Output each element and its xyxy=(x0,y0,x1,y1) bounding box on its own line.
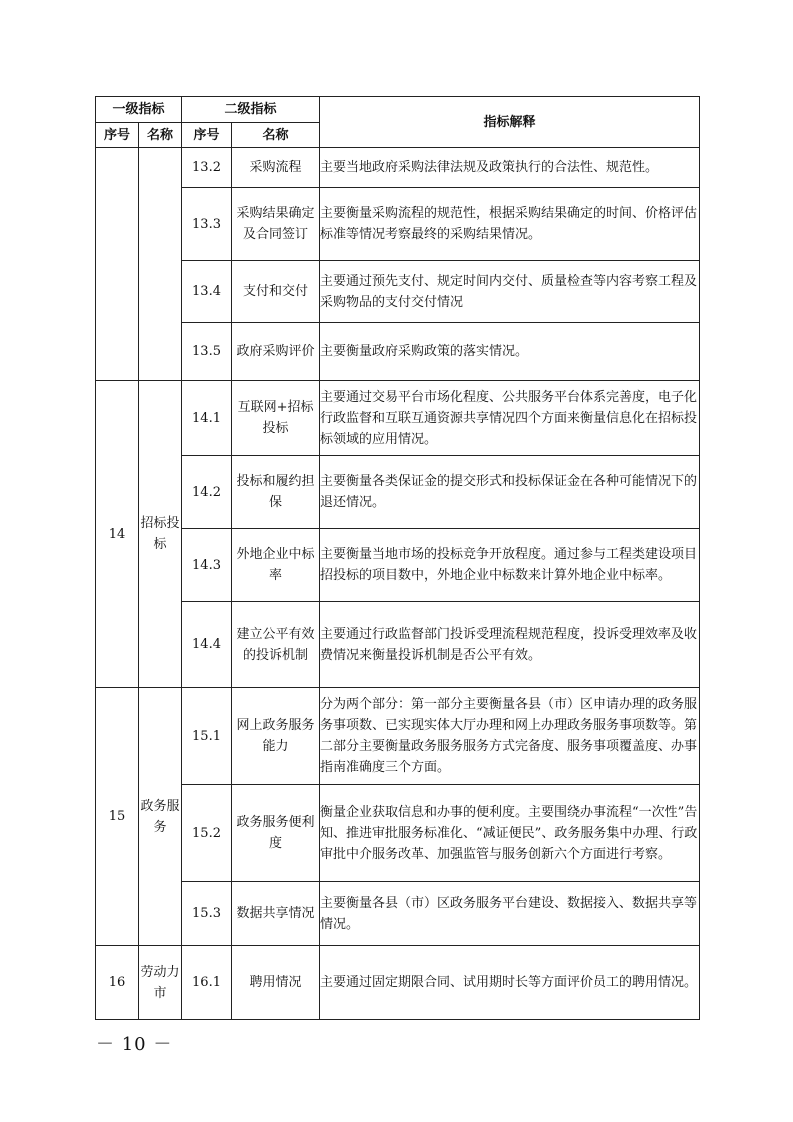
level2-name-cell: 网上政务服务能力 xyxy=(232,688,320,785)
table-row xyxy=(96,602,700,688)
header-level1: 一级指标 xyxy=(96,97,182,123)
level1-name-cell: 劳动力市 xyxy=(139,946,182,1020)
level2-seq-cell: 15.1 xyxy=(182,688,232,785)
table-row xyxy=(96,456,700,529)
level1-name-cell xyxy=(139,148,182,381)
table-row xyxy=(96,785,700,882)
level1-seq-cell: 14 xyxy=(96,381,139,688)
table-row xyxy=(96,381,700,456)
level2-name-cell: 建立公平有效的投诉机制 xyxy=(232,602,320,688)
level2-seq-cell: 16.1 xyxy=(182,946,232,1020)
level2-seq-cell: 15.3 xyxy=(182,882,232,946)
level2-seq-cell: 13.3 xyxy=(182,188,232,261)
header-name1: 名称 xyxy=(139,123,182,148)
level2-name-cell: 外地企业中标率 xyxy=(232,529,320,602)
explanation-cell: 主要当地政府采购法律法规及政策执行的合法性、规范性。 xyxy=(320,148,700,188)
header-name2: 名称 xyxy=(232,123,320,148)
explanation-cell: 主要通过固定期限合同、试用期时长等方面评价员工的聘用情况。 xyxy=(320,946,700,1020)
table-row xyxy=(96,323,700,381)
header-seq2: 序号 xyxy=(182,123,232,148)
level2-seq-cell: 13.4 xyxy=(182,261,232,323)
indicator-table xyxy=(95,96,700,1020)
page-number: － 10 － xyxy=(96,1034,173,1055)
header-level2: 二级指标 xyxy=(182,97,320,123)
level2-seq-cell: 14.2 xyxy=(182,456,232,529)
level2-name-cell: 政府采购评价 xyxy=(232,323,320,381)
level2-name-cell: 政务服务便利度 xyxy=(232,785,320,882)
level2-seq-cell: 13.5 xyxy=(182,323,232,381)
level1-seq-cell xyxy=(96,148,139,381)
explanation-cell: 分为两个部分：第一部分主要衡量各县（市）区申请办理的政务服务事项数、已实现实体大厅办理和网上办理政务服务事项数等。第二部分主要衡量政务服务服务方式完备度、服务事项覆盖度、办事指南准确度三个方面。 xyxy=(320,688,700,785)
explanation-cell: 主要衡量采购流程的规范性，根据采购结果确定的时间、价格评估标准等情况考察最终的采购结果情况。 xyxy=(320,188,700,261)
level2-name-cell: 聘用情况 xyxy=(232,946,320,1020)
level2-name-cell: 支付和交付 xyxy=(232,261,320,323)
level2-seq-cell: 13.2 xyxy=(182,148,232,188)
level2-name-cell: 数据共享情况 xyxy=(232,882,320,946)
level2-name-cell: 互联网+招标投标 xyxy=(232,381,320,456)
table-row xyxy=(96,188,700,261)
header-row-1 xyxy=(96,97,700,123)
explanation-cell: 主要通过交易平台市场化程度、公共服务平台体系完善度，电子化行政监督和互联互通资源共享情况四个方面来衡量信息化在招标投标领域的应用情况。 xyxy=(320,381,700,456)
level2-name-cell: 采购流程 xyxy=(232,148,320,188)
level1-name-cell: 招标投标 xyxy=(139,381,182,688)
table-row xyxy=(96,529,700,602)
table-row xyxy=(96,148,700,188)
level2-seq-cell: 15.2 xyxy=(182,785,232,882)
level2-seq-cell: 14.1 xyxy=(182,381,232,456)
level2-seq-cell: 14.4 xyxy=(182,602,232,688)
explanation-cell: 主要衡量各类保证金的提交形式和投标保证金在各种可能情况下的退还情况。 xyxy=(320,456,700,529)
explanation-cell: 主要通过行政监督部门投诉受理流程规范程度，投诉受理效率及收费情况来衡量投诉机制是否公平有效。 xyxy=(320,602,700,688)
level1-name-cell: 政务服务 xyxy=(139,688,182,946)
explanation-cell: 主要衡量政府采购政策的落实情况。 xyxy=(320,323,700,381)
table-row xyxy=(96,946,700,1020)
level2-name-cell: 采购结果确定及合同签订 xyxy=(232,188,320,261)
explanation-cell: 主要通过预先支付、规定时间内交付、质量检查等内容考察工程及采购物品的支付交付情况 xyxy=(320,261,700,323)
explanation-cell: 主要衡量当地市场的投标竞争开放程度。通过参与工程类建设项目招投标的项目数中，外地企业中标数来计算外地企业中标率。 xyxy=(320,529,700,602)
level1-seq-cell: 15 xyxy=(96,688,139,946)
table-row xyxy=(96,261,700,323)
table-row xyxy=(96,688,700,785)
explanation-cell: 衡量企业获取信息和办事的便利度。主要围绕办事流程“一次性”告知、推进审批服务标准化、“减证便民”、政务服务集中办理、行政审批中介服务改革、加强监管与服务创新六个方面进行考察。 xyxy=(320,785,700,882)
level1-seq-cell: 16 xyxy=(96,946,139,1020)
table-row xyxy=(96,882,700,946)
explanation-cell: 主要衡量各县（市）区政务服务平台建设、数据接入、数据共享等情况。 xyxy=(320,882,700,946)
level2-name-cell: 投标和履约担保 xyxy=(232,456,320,529)
header-explanation: 指标解释 xyxy=(320,97,700,148)
level2-seq-cell: 14.3 xyxy=(182,529,232,602)
header-seq1: 序号 xyxy=(96,123,139,148)
